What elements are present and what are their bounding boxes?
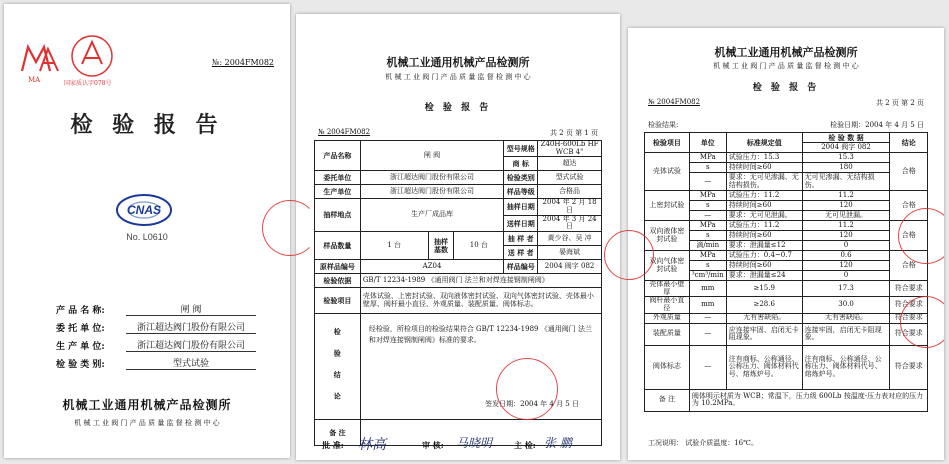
- cell-value: Z40H-600Lb HF WCB 4": [538, 141, 602, 157]
- report-number: № 2004FM082: [318, 128, 371, 136]
- report-page-2: [628, 28, 944, 460]
- cell-label: 检 验 结 论: [315, 314, 361, 420]
- cal-seal-icon: [70, 34, 114, 78]
- field-row: [56, 352, 256, 370]
- row-result: 无可见渗漏、无结构损伤。: [802, 173, 890, 191]
- official-seal: [496, 358, 558, 420]
- row-unit: —: [689, 211, 726, 221]
- row-item: 装配质量: [645, 323, 690, 345]
- row-verdict: 合格: [890, 251, 928, 281]
- test-date: 检验日期：2004 年 4 月 5 日: [830, 121, 924, 129]
- header-result: 检 验 数 据: [802, 133, 890, 143]
- field-label: 委 托 单 位:: [56, 324, 105, 334]
- row-result: 120: [802, 261, 890, 271]
- org-name: 机械工业通用机械产品检测所: [386, 56, 530, 69]
- info-table: [314, 140, 602, 446]
- table-row: [645, 323, 928, 345]
- field-value: 浙江超达阀门股份有限公司: [126, 338, 256, 352]
- table-row: [645, 191, 928, 201]
- field-value: 型式试验: [126, 356, 256, 370]
- page-title: 检 验 报 告: [752, 83, 820, 93]
- row-result: 11.2: [802, 221, 890, 231]
- row-verdict: 合格: [890, 153, 928, 191]
- row-std: 持续时间≥60: [726, 261, 802, 271]
- cell-value: 2004 年 2 月 18 日: [538, 199, 602, 215]
- table-row: [645, 251, 928, 261]
- row-std: 应连接牢固、启闭无卡阻现象。: [726, 323, 802, 345]
- row-result: 120: [802, 231, 890, 241]
- row-result: 0.6: [802, 251, 890, 261]
- row-std: 试验压力：11.2: [726, 191, 802, 201]
- row-unit: MPa: [689, 251, 726, 261]
- field-value: 闸 阀: [126, 302, 256, 316]
- cell-label: 样品编号: [504, 260, 538, 274]
- row-result: 0: [802, 241, 890, 251]
- row-verdict: 符合要求: [890, 313, 928, 323]
- cnal-number: No. L0610: [126, 232, 168, 242]
- row-item: 双向气体密封试验: [645, 251, 690, 281]
- row-std: 要求：泄漏量≤24: [726, 271, 802, 281]
- row-unit: s: [689, 261, 726, 271]
- issue-date: 签发日期：2004 年 4 月 5 日: [485, 400, 579, 409]
- row-unit: MPa: [689, 221, 726, 231]
- row-verdict: 符合要求: [890, 297, 928, 313]
- row-unit: MPa: [689, 153, 726, 163]
- row-item: 外观质量: [645, 313, 690, 323]
- cover-fields: [56, 298, 256, 370]
- cell-value: 1 台: [360, 232, 428, 260]
- cell-label: 样品数量: [315, 232, 361, 260]
- cell-label: 原样品编号: [315, 260, 361, 274]
- field-row: [56, 334, 256, 352]
- approve-label: 批 准:: [322, 440, 344, 450]
- row-unit: MPa: [689, 191, 726, 201]
- row-result: 注有商标、公称通径、公称压力、阀体材料代号、熔炼炉号。: [802, 345, 890, 389]
- table-row: [645, 389, 928, 411]
- row-result: 15.3: [802, 153, 890, 163]
- page-info: 共 2 页 第 2 页: [875, 99, 924, 107]
- row-unit: s: [689, 201, 726, 211]
- org-subtitle: 机 械 工 业 阀 门 产 品 质 量 监 督 检 测 中 心: [74, 419, 220, 427]
- cell-value: 10 台: [454, 232, 504, 260]
- row-unit: —: [689, 345, 726, 389]
- report-title: 检 验 报 告: [70, 112, 224, 138]
- page-title: 检 验 报 告: [424, 103, 492, 113]
- cell-value: 壳体试验、上密封试验、双向液体密封试验、双向气体密封试验、壳体最小壁厚、阀杆最小直径、外观质量、装配质量、阀体标志。: [360, 288, 601, 314]
- conclusion-cell: [360, 314, 601, 420]
- row-std: 要求：泄漏量≤12: [726, 241, 802, 251]
- cell-value: 型式试验: [538, 171, 602, 185]
- row-unit: ³cm³/min: [689, 271, 726, 281]
- row-unit: —: [689, 313, 726, 323]
- cell-label: 检验依据: [315, 274, 361, 288]
- conclusion-text: 经检验，所检项目的检验结果符合 GB/T 12234-1989 《通用阀门 法兰和对焊连接钢制闸阀》标准的要求。: [368, 325, 592, 344]
- cell-label: 生产单位: [315, 185, 361, 199]
- cell-value: 晏海斌: [538, 246, 602, 260]
- ma-logo: [18, 44, 62, 74]
- row-unit: mm: [689, 281, 726, 297]
- cell-label: 检验类别: [504, 171, 538, 185]
- signature-approve: 林高: [358, 437, 386, 453]
- cell-value: 闸 阀: [360, 141, 503, 171]
- official-seal: [262, 200, 318, 256]
- result-label: 检验结果:: [648, 121, 679, 129]
- row-std: ≥28.6: [726, 297, 802, 313]
- cell-label: 送 样 者: [504, 246, 538, 260]
- table-row: [645, 221, 928, 231]
- row-std: 试验压力：15.3: [726, 153, 802, 163]
- header-unit: 单位: [689, 133, 726, 153]
- row-unit: —: [689, 173, 726, 191]
- row-result: 无可见泄漏。: [802, 211, 890, 221]
- row-item: 双向液体密封试验: [645, 221, 690, 251]
- field-label: 检 验 类 别:: [56, 360, 105, 370]
- official-seal: [604, 230, 654, 280]
- field-row: [56, 298, 256, 316]
- row-std: 要求：无可见渗漏、无结构损伤。: [726, 173, 802, 191]
- official-seal: [900, 296, 944, 348]
- cell-value: 合格品: [538, 185, 602, 199]
- row-verdict: 合格: [890, 221, 928, 251]
- org-subtitle: 机 械 工 业 阀 门 产 品 质 量 监 督 检 测 中 心: [385, 73, 531, 81]
- report-number: № 2004FM082: [648, 98, 701, 106]
- row-verdict: 符合要求: [890, 281, 928, 297]
- row-item: 壳体试验: [645, 153, 690, 191]
- report-number: №: 2004FM082: [211, 58, 274, 67]
- field-row: [56, 316, 256, 334]
- cell-label: 检验项目: [315, 288, 361, 314]
- row-item: 上密封试验: [645, 191, 690, 221]
- row-result: 0: [802, 271, 890, 281]
- cell-label: 委托单位: [315, 171, 361, 185]
- row-result: 180: [802, 163, 890, 173]
- field-value: 浙江超达阀门股份有限公司: [126, 320, 256, 334]
- cell-value: 生产厂成品库: [360, 199, 503, 232]
- table-row: [645, 345, 928, 389]
- cell-value: 浙江超达阀门股份有限公司: [360, 185, 503, 199]
- row-unit: s: [689, 163, 726, 173]
- row-std: 无有害缺陷。: [726, 313, 802, 323]
- row-unit: s: [689, 231, 726, 241]
- row-result: 30.0: [802, 297, 890, 313]
- row-result: 无有害缺陷。: [802, 313, 890, 323]
- header-std: 标准规定值: [726, 133, 802, 153]
- row-result: 17.3: [802, 281, 890, 297]
- cert-number: 国家质认字078号: [64, 80, 112, 87]
- cell-label: 备 注: [315, 420, 361, 446]
- table-row: [645, 313, 928, 323]
- review-label: 审 核:: [422, 440, 444, 450]
- row-std: 持续时间≥60: [726, 201, 802, 211]
- row-std: 试验压力：11.2: [726, 221, 802, 231]
- cover-page: [4, 4, 290, 458]
- field-label: 生 产 单 位:: [56, 342, 105, 352]
- cell-label: 抽 样 者: [504, 232, 538, 246]
- page-info: 共 2 页 第 1 页: [549, 129, 598, 137]
- row-verdict: 符合要求: [890, 323, 928, 345]
- cell-label: 抽样基数: [428, 232, 454, 260]
- results-table: [644, 132, 928, 412]
- tester-label: 主 检:: [514, 440, 536, 450]
- cell-label: 产品名称: [315, 141, 361, 171]
- row-item: 壳体最小壁厚: [645, 281, 690, 297]
- field-label: 产 品 名 称:: [56, 306, 105, 316]
- row-unit: 滴/min: [689, 241, 726, 251]
- cell-label: 商 标: [504, 157, 538, 171]
- cell-label: 型号规格: [504, 141, 538, 157]
- cell-value: GB/T 12234-1989 《通用阀门 法兰和对焊连接钢制闸阀》: [360, 274, 601, 288]
- table-row: [645, 153, 928, 163]
- row-std: ≥15.9: [726, 281, 802, 297]
- row-verdict: 符合要求: [890, 345, 928, 389]
- row-std: 持续时间≥60: [726, 163, 802, 173]
- row-result: 120: [802, 201, 890, 211]
- cnal-logo: [110, 188, 178, 232]
- work-condition: 工况说明： 试验介质温度：16℃。: [648, 439, 758, 447]
- org-name: 机械工业通用机械产品检测所: [62, 398, 232, 412]
- cell-value: AZ04: [360, 260, 503, 274]
- row-item: 阀杆最小直径: [645, 297, 690, 313]
- row-std: 试验压力：0.4~0.7: [726, 251, 802, 261]
- remark-label: 备 注: [645, 389, 690, 411]
- row-verdict: 合格: [890, 191, 928, 221]
- cell-label: 样品等级: [504, 185, 538, 199]
- signature-review: 马晓明: [456, 436, 493, 450]
- cell-value: 黄少谷、吴 冲: [538, 232, 602, 246]
- report-page-1: [296, 14, 620, 460]
- cell-value: 超达: [538, 157, 602, 171]
- row-result: 11.2: [802, 191, 890, 201]
- ma-mark-text: MA: [28, 76, 41, 84]
- cnal-logo-text: CNAS: [126, 203, 162, 217]
- remark-text: 阀体明示材质为 WCB；常温下，压力级 600Lb 按温度-压力表对应的压力为 10.2MPa。: [689, 389, 927, 411]
- table-row: [645, 297, 928, 313]
- row-std: 持续时间≥60: [726, 231, 802, 241]
- cell-label: 抽样地点: [315, 199, 361, 232]
- cell-value: 2004 阀字 082: [538, 260, 602, 274]
- signature-tester: 张 鹏: [544, 436, 572, 450]
- org-name: 机械工业通用机械产品检测所: [714, 46, 858, 59]
- row-unit: mm: [689, 297, 726, 313]
- cell-label: 送样日期: [504, 215, 538, 231]
- header-verdict: 结论: [890, 133, 928, 153]
- row-item: 阀体标志: [645, 345, 690, 389]
- org-subtitle: 机 械 工 业 阀 门 产 品 质 量 监 督 检 测 中 心: [713, 62, 859, 70]
- row-result: 连接牢固，启闭无卡阻现象。: [802, 323, 890, 345]
- header-sample: 2004 阀字 082: [802, 143, 890, 153]
- cell-value: 浙江超达阀门股份有限公司: [360, 171, 503, 185]
- row-unit: —: [689, 323, 726, 345]
- cell-value: 2004 年 3 月 24 日: [538, 215, 602, 231]
- header-item: 检验项目: [645, 133, 690, 153]
- cell-label: 抽样日期: [504, 199, 538, 215]
- row-std: 注有商标、公称通径、公称压力、阀体材料代号、熔炼炉号。: [726, 345, 802, 389]
- row-std: 要求：无可见泄漏。: [726, 211, 802, 221]
- table-row: [645, 281, 928, 297]
